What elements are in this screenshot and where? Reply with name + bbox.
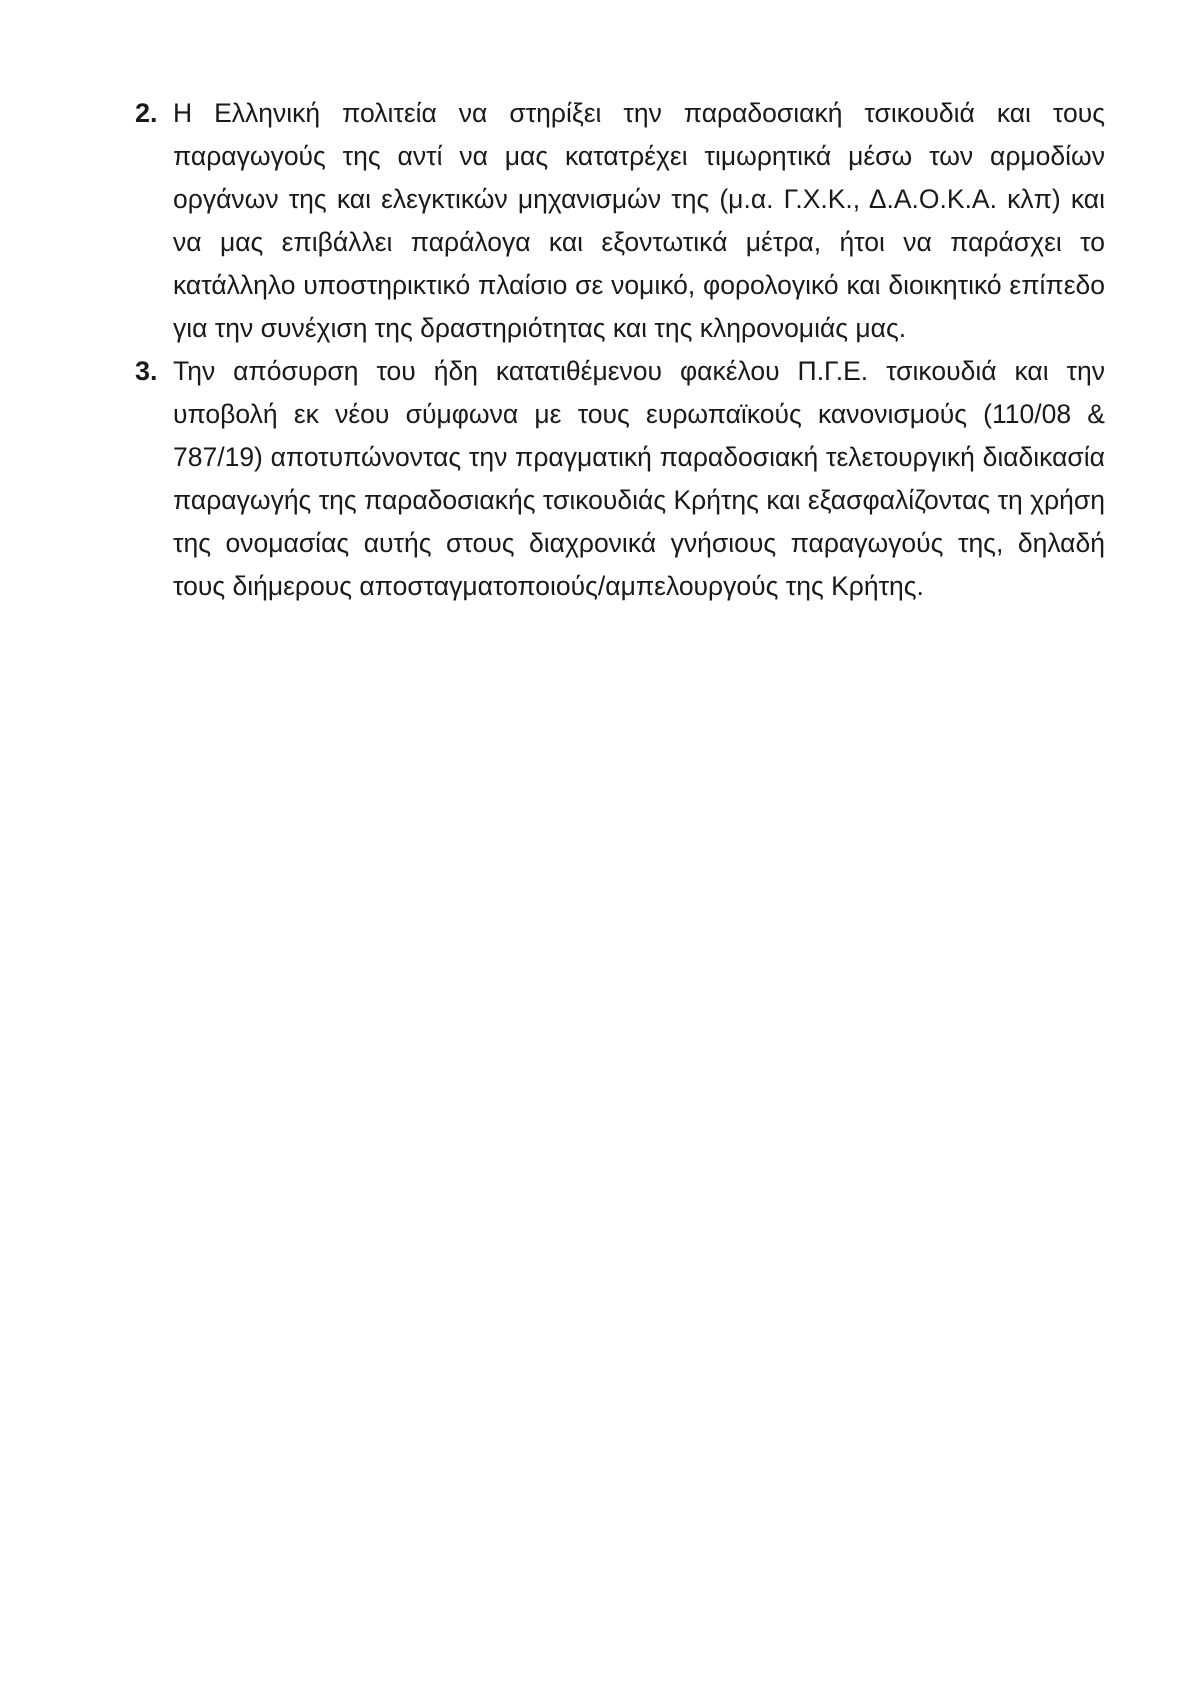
numbered-list (135, 92, 1105, 608)
list-item-text: Η Ελληνική πολιτεία να στηρίξει την παραδοσιακή τσικουδιά και τους παραγωγούς της αντί να μας κατατρέχει τιμωρητικά μέσω των αρμοδίων οργάνων της και ελεγκτικών μηχανισμών της (μ.α. Γ.Χ.Κ., Δ.Α.Ο.Κ.Α. κλπ) και να μας επιβάλλει παράλογα και εξοντωτικά μέτρα, ήτοι να παράσχει το κατάλληλο υποστηρικτικό πλαίσιο σε νομικό, φορολογικό και διοικητικό επίπεδο για την συνέχιση της δραστηριότητας και της κληρονομιάς μας. (173, 98, 1105, 343)
list-item-number: 2. (135, 98, 158, 128)
list-item-text: Την απόσυρση του ήδη κατατιθέμενου φακέλου Π.Γ.Ε. τσικουδιά και την υποβολή εκ νέου σύμφωνα με τους ευρωπαϊκούς κανονισμούς (110/08 & 787/19) αποτυπώνοντας την πραγματική παραδοσιακή τελετουργική διαδικασία παραγωγής της παραδοσιακής τσικουδιάς Κρήτης και εξασφαλίζοντας τη χρήση της ονομασίας αυτής στους διαχρονικά γνήσιους παραγωγούς της, δηλαδή τους διήμερους αποσταγματοποιούς/αμπελουργούς της Κρήτης. (173, 356, 1105, 601)
list-item-2 (135, 92, 1105, 350)
list-item-3 (135, 350, 1105, 608)
list-item-number: 3. (135, 356, 158, 386)
